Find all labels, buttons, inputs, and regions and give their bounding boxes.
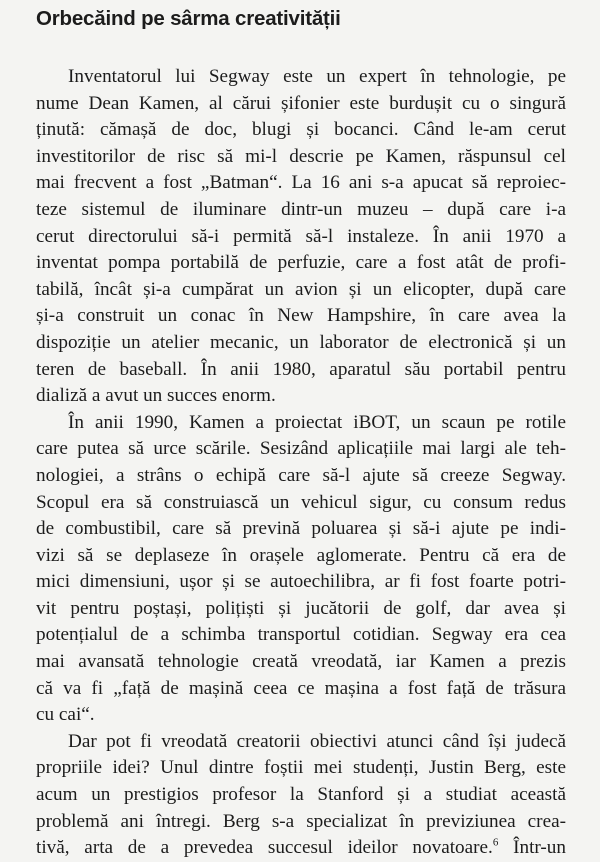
text-line: teren de baseball. În anii 1980, aparatul său portabil pentru [36, 358, 566, 380]
text-line: investitorilor de risc să mi-l descrie pe Kamen, răspunsul cel [36, 145, 566, 167]
text-line: teze sistemul de iluminare dintr-un muzeu – după care i-a [36, 198, 566, 220]
text-line: și-a construit un conac în New Hampshire, în care avea la [36, 305, 566, 327]
text-line: care putea să urce scările. Sesizând aplicațiile mai largi ale teh- [36, 438, 566, 460]
text-line: cu cai“. [36, 704, 95, 726]
text-line: potențialul de a schimba transportul cotidian. Segway era cea [36, 624, 566, 646]
text-line: mici dimensiuni, ușor și se autoechilibra, ar fi fost foarte potri- [36, 571, 566, 593]
text-line: acum un prestigios profesor la Stanford și a studiat această [36, 784, 566, 806]
paragraph-1 [36, 64, 566, 410]
text-line: nologiei, a strâns o echipă care să-l ajute să creeze Segway. [36, 464, 566, 486]
text-line: de combustibil, care să prevină poluarea și să-i ajute pe indi- [36, 518, 566, 540]
text-line: că va fi „față de mașină ceea ce mașina a fost față de trăsura [36, 677, 566, 699]
section-title: Orbecăind pe sârma creativității [36, 7, 341, 30]
text-line: tabilă, încât și-a cumpărat un avion și un elicopter, după care [36, 278, 566, 300]
text-line: cerut directorului să-i permită să-l instaleze. În anii 1970 a [36, 225, 566, 247]
paragraph-2 [36, 410, 566, 729]
text-line: mai avansată tehnologie creată vreodată, iar Kamen a prezis [36, 651, 566, 673]
text-line: ținută: cămașă de doc, blugi și bocanci. Când le-am cerut [36, 119, 566, 141]
text-segment: Într-un [513, 837, 566, 859]
text-line: problemă ani întregi. Berg s-a specializat în previziunea crea- [36, 810, 566, 832]
text-line: vizi să se deplaseze în orașele aglomerate. Pentru că era de [36, 544, 566, 566]
text-line: Inventatorul lui Segway este un expert în tehnologie, pe [68, 66, 566, 87]
text-line: mai frecvent a fost „Batman“. La 16 ani s-a apucat să reproiec- [36, 172, 566, 194]
text-segment: tivă, arta de a prevedea succesul ideilor novatoare. [36, 837, 493, 859]
text-line: Scopul era să construiască un vehicul sigur, cu consum redus [36, 491, 566, 513]
text-line-with-footnote [36, 835, 566, 862]
text-line: propriile idei? Unul dintre foștii mei studenți, Justin Berg, este [36, 757, 566, 779]
text-line: dializă a avut un succes enorm. [36, 385, 276, 407]
text-line: vit pentru poștași, polițiști și jucătorii de golf, dar avea și [36, 597, 566, 619]
text-line: inventat pompa portabilă de perfuzie, care a fost atât de profi- [36, 252, 566, 274]
text-line: dispoziție un atelier mecanic, un laborator de electronică și un [36, 331, 566, 353]
text-line: În anii 1990, Kamen a proiectat iBOT, un scaun pe rotile [68, 411, 566, 433]
paragraph-3 [36, 729, 566, 862]
text-line: Dar pot fi vreodată creatorii obiectivi atunci când își judecă [68, 730, 566, 752]
footnote-marker: 6 [492, 836, 499, 849]
text-line: nume Dean Kamen, al cărui șifonier este burdușit cu o singură [36, 92, 566, 114]
